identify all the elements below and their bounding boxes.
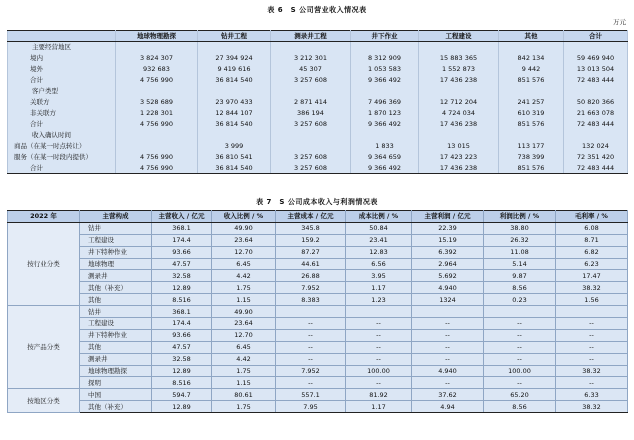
table-row — [8, 108, 628, 119]
table-row — [8, 234, 628, 246]
item-label: 地球物理 — [80, 258, 152, 270]
table-cell — [198, 86, 271, 97]
item-label: 测录井 — [80, 270, 152, 282]
table-row — [8, 341, 628, 353]
row-label: 服务（在某一时段内提供） — [8, 152, 116, 163]
table-cell — [116, 130, 198, 141]
table-cell: 3 528 689 — [116, 97, 198, 108]
item-label: 井下特种作业 — [80, 246, 152, 258]
table-cell: 44.61 — [276, 258, 346, 270]
table-cell: 9.87 — [484, 270, 556, 282]
table-cell: 12.70 — [212, 246, 276, 258]
table-cell: -- — [556, 341, 628, 353]
item-label: 测录井 — [80, 353, 152, 365]
row-label: 关联方 — [8, 97, 116, 108]
column-header: 钻井工程 — [198, 31, 271, 42]
row-label: 收入确认时间 — [8, 130, 116, 141]
table-cell: 38.32 — [556, 365, 628, 377]
table-cell: -- — [346, 318, 412, 330]
item-label: 地球物理勘探 — [80, 365, 152, 377]
table-cell: 842 134 — [499, 53, 564, 64]
table-cell: 23.64 — [212, 318, 276, 330]
table-cell: 0.23 — [484, 294, 556, 306]
table-cell: -- — [346, 353, 412, 365]
table-cell — [419, 86, 499, 97]
table-cell: 3 212 301 — [271, 53, 351, 64]
table-cell: 11.08 — [484, 246, 556, 258]
table-cell — [419, 42, 499, 53]
column-header: 井下作业 — [351, 31, 419, 42]
table-row — [8, 141, 628, 152]
table-cell: 12.70 — [212, 329, 276, 341]
table-cell: 47.57 — [152, 258, 212, 270]
table-cell: 81.92 — [346, 389, 412, 401]
table-cell: 27 394 924 — [198, 53, 271, 64]
table-row — [8, 42, 628, 53]
table-cell: -- — [346, 341, 412, 353]
table-cell: -- — [484, 318, 556, 330]
table-cell: 9 366 492 — [351, 119, 419, 130]
table-cell — [198, 130, 271, 141]
table-cell: 3 257 608 — [271, 163, 351, 174]
table-cell: 38.32 — [556, 282, 628, 294]
item-label: 其他 — [80, 294, 152, 306]
table-cell: 47.57 — [152, 341, 212, 353]
table-cell: -- — [412, 341, 484, 353]
table-cell: 1 833 — [351, 141, 419, 152]
table-cell: 50.84 — [346, 222, 412, 234]
table-cell: -- — [412, 377, 484, 389]
table-cell: 7.95 — [276, 401, 346, 413]
table-cell: 594.7 — [152, 389, 212, 401]
column-header: 其他 — [499, 31, 564, 42]
table-cell — [271, 130, 351, 141]
table-cell: 17 436 238 — [419, 163, 499, 174]
table-cell: 6.33 — [556, 389, 628, 401]
table-cell: -- — [556, 329, 628, 341]
table-cell: 17 436 238 — [419, 75, 499, 86]
table-cell: 3 257 608 — [271, 75, 351, 86]
table-row — [8, 353, 628, 365]
item-label: 钻井 — [80, 222, 152, 234]
table-row — [8, 389, 628, 401]
table-cell: 1.17 — [346, 282, 412, 294]
table-cell: 12 712 204 — [419, 97, 499, 108]
table-cell: 386 194 — [271, 108, 351, 119]
table-cell: 1.17 — [346, 401, 412, 413]
table-row — [8, 97, 628, 108]
table-cell: 4 756 990 — [116, 152, 198, 163]
table-cell: 36 814 540 — [198, 75, 271, 86]
row-label: 主要经营地区 — [8, 42, 116, 53]
table-cell: 37.62 — [412, 389, 484, 401]
table-cell: 7.952 — [276, 282, 346, 294]
table-cell — [351, 130, 419, 141]
table-cell: 87.27 — [276, 246, 346, 258]
table-cell: 17 436 238 — [419, 119, 499, 130]
table-cell: 851 576 — [499, 75, 564, 86]
group-label: 按地区分类 — [8, 389, 80, 413]
table-cell — [564, 42, 628, 53]
item-label: 其他（补充） — [80, 282, 152, 294]
column-header: 主营利润 / 亿元 — [412, 211, 484, 223]
table-cell: 65.20 — [484, 389, 556, 401]
table-cell: 1 228 301 — [116, 108, 198, 119]
item-label: 中国 — [80, 389, 152, 401]
table-cell: 7.952 — [276, 365, 346, 377]
table-cell: 22.39 — [412, 222, 484, 234]
table-cell: 557.1 — [276, 389, 346, 401]
table-cell: 368.1 — [152, 222, 212, 234]
table-cell: 23.64 — [212, 234, 276, 246]
table-cell: 4 724 034 — [419, 108, 499, 119]
row-label: 境内 — [8, 53, 116, 64]
table-cell: 6.45 — [212, 341, 276, 353]
item-label: 钻井 — [80, 306, 152, 318]
table-cell: 12.89 — [152, 401, 212, 413]
table-row — [8, 365, 628, 377]
table-cell: -- — [484, 377, 556, 389]
table-cell: 4.940 — [412, 365, 484, 377]
table-cell: 3 257 608 — [271, 152, 351, 163]
item-label: 井下特种作业 — [80, 329, 152, 341]
table-cell: 1.15 — [212, 294, 276, 306]
table-cell — [198, 42, 271, 53]
column-header: 成本比例 / % — [346, 211, 412, 223]
table-cell: 6.23 — [556, 258, 628, 270]
table-cell: 3 824 307 — [116, 53, 198, 64]
table6-unit: 万元 — [613, 18, 626, 26]
table-cell: 1 870 123 — [351, 108, 419, 119]
table-cell — [276, 306, 346, 318]
table-cell: 9 366 492 — [351, 75, 419, 86]
table-cell: 159.2 — [276, 234, 346, 246]
table-cell: 113 177 — [499, 141, 564, 152]
table-row — [8, 282, 628, 294]
table-cell: 4 756 990 — [116, 163, 198, 174]
table-cell: 12 844 107 — [198, 108, 271, 119]
table-cell: 13 015 — [419, 141, 499, 152]
table-cell: 26.32 — [484, 234, 556, 246]
table-cell: -- — [556, 318, 628, 330]
item-label: 工程建设 — [80, 234, 152, 246]
table-cell: 12.89 — [152, 282, 212, 294]
column-header: 工程建设 — [419, 31, 499, 42]
table-cell: 36 810 541 — [198, 152, 271, 163]
column-header — [8, 31, 116, 42]
table-cell: 9 364 659 — [351, 152, 419, 163]
row-label: 合计 — [8, 75, 116, 86]
table-cell: 4 756 990 — [116, 119, 198, 130]
table-cell: 6.82 — [556, 246, 628, 258]
table-cell: 12.89 — [152, 365, 212, 377]
table-cell: 1.75 — [212, 282, 276, 294]
table-cell: 174.4 — [152, 234, 212, 246]
table-cell: 32.58 — [152, 353, 212, 365]
row-label: 客户类型 — [8, 86, 116, 97]
table-row — [8, 119, 628, 130]
table-row — [8, 152, 628, 163]
table-cell: -- — [346, 329, 412, 341]
table-cell: 80.61 — [212, 389, 276, 401]
table-cell: 8.516 — [152, 377, 212, 389]
table7-caption: 表 7 S 公司成本收入与利润情况表 — [256, 198, 378, 206]
table-row — [8, 306, 628, 318]
table-cell: 6.08 — [556, 222, 628, 234]
table-row — [8, 222, 628, 234]
table-row — [8, 258, 628, 270]
table-cell — [351, 86, 419, 97]
table-cell — [419, 130, 499, 141]
item-label: 其他（补充） — [80, 401, 152, 413]
table-cell: 100.00 — [484, 365, 556, 377]
table-header-row — [8, 211, 628, 223]
table-cell: 241 257 — [499, 97, 564, 108]
revenue-table — [7, 30, 628, 174]
table-cell — [484, 306, 556, 318]
table-cell — [116, 141, 198, 152]
group-label: 按行业分类 — [8, 222, 80, 305]
table-cell: 4.940 — [412, 282, 484, 294]
item-label: 工程建设 — [80, 318, 152, 330]
table-row — [8, 246, 628, 258]
table-row — [8, 130, 628, 141]
table-cell: 2.964 — [412, 258, 484, 270]
table-cell: -- — [276, 377, 346, 389]
row-label: 非关联方 — [8, 108, 116, 119]
table-cell: 45 307 — [271, 64, 351, 75]
table-cell: 1.15 — [212, 377, 276, 389]
table-cell: 4.42 — [212, 270, 276, 282]
table-header-row — [8, 31, 628, 42]
table-cell: 17.47 — [556, 270, 628, 282]
table-cell: -- — [346, 377, 412, 389]
column-header: 2022 年 — [8, 211, 80, 223]
table-cell: 132 024 — [564, 141, 628, 152]
table-cell — [351, 42, 419, 53]
table-cell: 15.19 — [412, 234, 484, 246]
table-cell: 6.45 — [212, 258, 276, 270]
table-cell: 36 814 540 — [198, 119, 271, 130]
table-cell: 9 366 492 — [351, 163, 419, 174]
table-cell — [271, 141, 351, 152]
table-cell: 1 552 873 — [419, 64, 499, 75]
table-cell: -- — [484, 353, 556, 365]
table-cell: 6.392 — [412, 246, 484, 258]
table-cell: 72 351 420 — [564, 152, 628, 163]
table-cell: 59 469 940 — [564, 53, 628, 64]
table-cell — [271, 42, 351, 53]
table-cell: 5.692 — [412, 270, 484, 282]
table-cell: 2 871 414 — [271, 97, 351, 108]
table-cell: 3 257 608 — [271, 119, 351, 130]
table-row — [8, 75, 628, 86]
table-cell: -- — [276, 329, 346, 341]
table-row — [8, 53, 628, 64]
table-cell — [271, 86, 351, 97]
table-cell: 21 663 078 — [564, 108, 628, 119]
table-cell: 50 820 366 — [564, 97, 628, 108]
table-cell: 6.56 — [346, 258, 412, 270]
item-label: 探明 — [80, 377, 152, 389]
table-cell: 4.94 — [412, 401, 484, 413]
column-header: 合计 — [564, 31, 628, 42]
table-row — [8, 163, 628, 174]
table-cell: 49.90 — [212, 222, 276, 234]
table-cell: 9 442 — [499, 64, 564, 75]
table-cell: 36 814 540 — [198, 163, 271, 174]
table-cell: 932 683 — [116, 64, 198, 75]
column-header: 毛利率 / % — [556, 211, 628, 223]
table-cell: 72 483 444 — [564, 163, 628, 174]
table-cell: 23.41 — [346, 234, 412, 246]
column-header: 利润比例 / % — [484, 211, 556, 223]
table-cell: 5.14 — [484, 258, 556, 270]
table-cell: 1.56 — [556, 294, 628, 306]
table-cell: 738 399 — [499, 152, 564, 163]
table-cell: -- — [412, 329, 484, 341]
table-cell: 8 312 909 — [351, 53, 419, 64]
table-cell: 15 883 365 — [419, 53, 499, 64]
table-cell: 72 483 444 — [564, 119, 628, 130]
table-cell: 26.88 — [276, 270, 346, 282]
table-cell: 93.66 — [152, 246, 212, 258]
table-cell: 8.71 — [556, 234, 628, 246]
table-cell: 8.56 — [484, 401, 556, 413]
table-cell — [116, 86, 198, 97]
table-cell — [564, 86, 628, 97]
table-cell: 72 483 444 — [564, 75, 628, 86]
table-cell: 4.42 — [212, 353, 276, 365]
table-row — [8, 318, 628, 330]
table-cell: -- — [484, 329, 556, 341]
table-row — [8, 377, 628, 389]
table-cell — [499, 86, 564, 97]
table-cell: 32.58 — [152, 270, 212, 282]
table-cell: -- — [484, 341, 556, 353]
table-cell: 8.383 — [276, 294, 346, 306]
column-header: 主营收入 / 亿元 — [152, 211, 212, 223]
table-cell: -- — [412, 353, 484, 365]
table-cell: 1.23 — [346, 294, 412, 306]
column-header: 地球物理勘探 — [116, 31, 198, 42]
table-cell — [564, 130, 628, 141]
table-row — [8, 294, 628, 306]
table-cell: 3 999 — [198, 141, 271, 152]
table-cell: 610 319 — [499, 108, 564, 119]
table-cell — [499, 42, 564, 53]
table-cell: 23 970 433 — [198, 97, 271, 108]
table-cell: 1.75 — [212, 365, 276, 377]
table-cell: 93.66 — [152, 329, 212, 341]
table6-caption: 表 6 S 公司营业收入情况表 — [267, 6, 367, 14]
table-cell: 100.00 — [346, 365, 412, 377]
table-cell: 368.1 — [152, 306, 212, 318]
table-cell — [346, 306, 412, 318]
table-cell: 9 419 616 — [198, 64, 271, 75]
table-cell: 7 496 369 — [351, 97, 419, 108]
table-cell: 17 423 223 — [419, 152, 499, 163]
column-header: 收入比例 / % — [212, 211, 276, 223]
table-row — [8, 329, 628, 341]
item-label: 其他 — [80, 341, 152, 353]
table-cell: -- — [556, 377, 628, 389]
table-cell: 12.83 — [346, 246, 412, 258]
table-cell — [556, 306, 628, 318]
table-cell: 174.4 — [152, 318, 212, 330]
table-row — [8, 270, 628, 282]
table-cell: 1 053 583 — [351, 64, 419, 75]
table-cell: 4 756 990 — [116, 75, 198, 86]
table-cell: 8.516 — [152, 294, 212, 306]
table-cell: 1324 — [412, 294, 484, 306]
table-cell: 8.56 — [484, 282, 556, 294]
group-label: 按产品分类 — [8, 306, 80, 389]
table-cell: 1.75 — [212, 401, 276, 413]
column-header: 主营构成 — [80, 211, 152, 223]
table-cell: 851 576 — [499, 163, 564, 174]
table-cell: 345.8 — [276, 222, 346, 234]
row-label: 合计 — [8, 119, 116, 130]
table-cell: -- — [276, 341, 346, 353]
column-header: 主营成本 / 亿元 — [276, 211, 346, 223]
table-cell — [499, 130, 564, 141]
table-cell: -- — [412, 318, 484, 330]
table-cell — [412, 306, 484, 318]
table-cell: 13 013 504 — [564, 64, 628, 75]
table-row — [8, 86, 628, 97]
table-cell — [116, 42, 198, 53]
row-label: 境外 — [8, 64, 116, 75]
table-row — [8, 401, 628, 413]
table-cell: -- — [276, 318, 346, 330]
table-cell: 3.95 — [346, 270, 412, 282]
cost-profit-table — [7, 210, 628, 413]
table-cell: 38.80 — [484, 222, 556, 234]
row-label: 合计 — [8, 163, 116, 174]
table-cell: -- — [556, 353, 628, 365]
table-cell: 851 576 — [499, 119, 564, 130]
table-row — [8, 64, 628, 75]
table-cell: 49.90 — [212, 306, 276, 318]
column-header: 测录井工程 — [271, 31, 351, 42]
table-cell: 38.32 — [556, 401, 628, 413]
table-cell: -- — [276, 353, 346, 365]
row-label: 商品（在某一时点转让） — [8, 141, 116, 152]
